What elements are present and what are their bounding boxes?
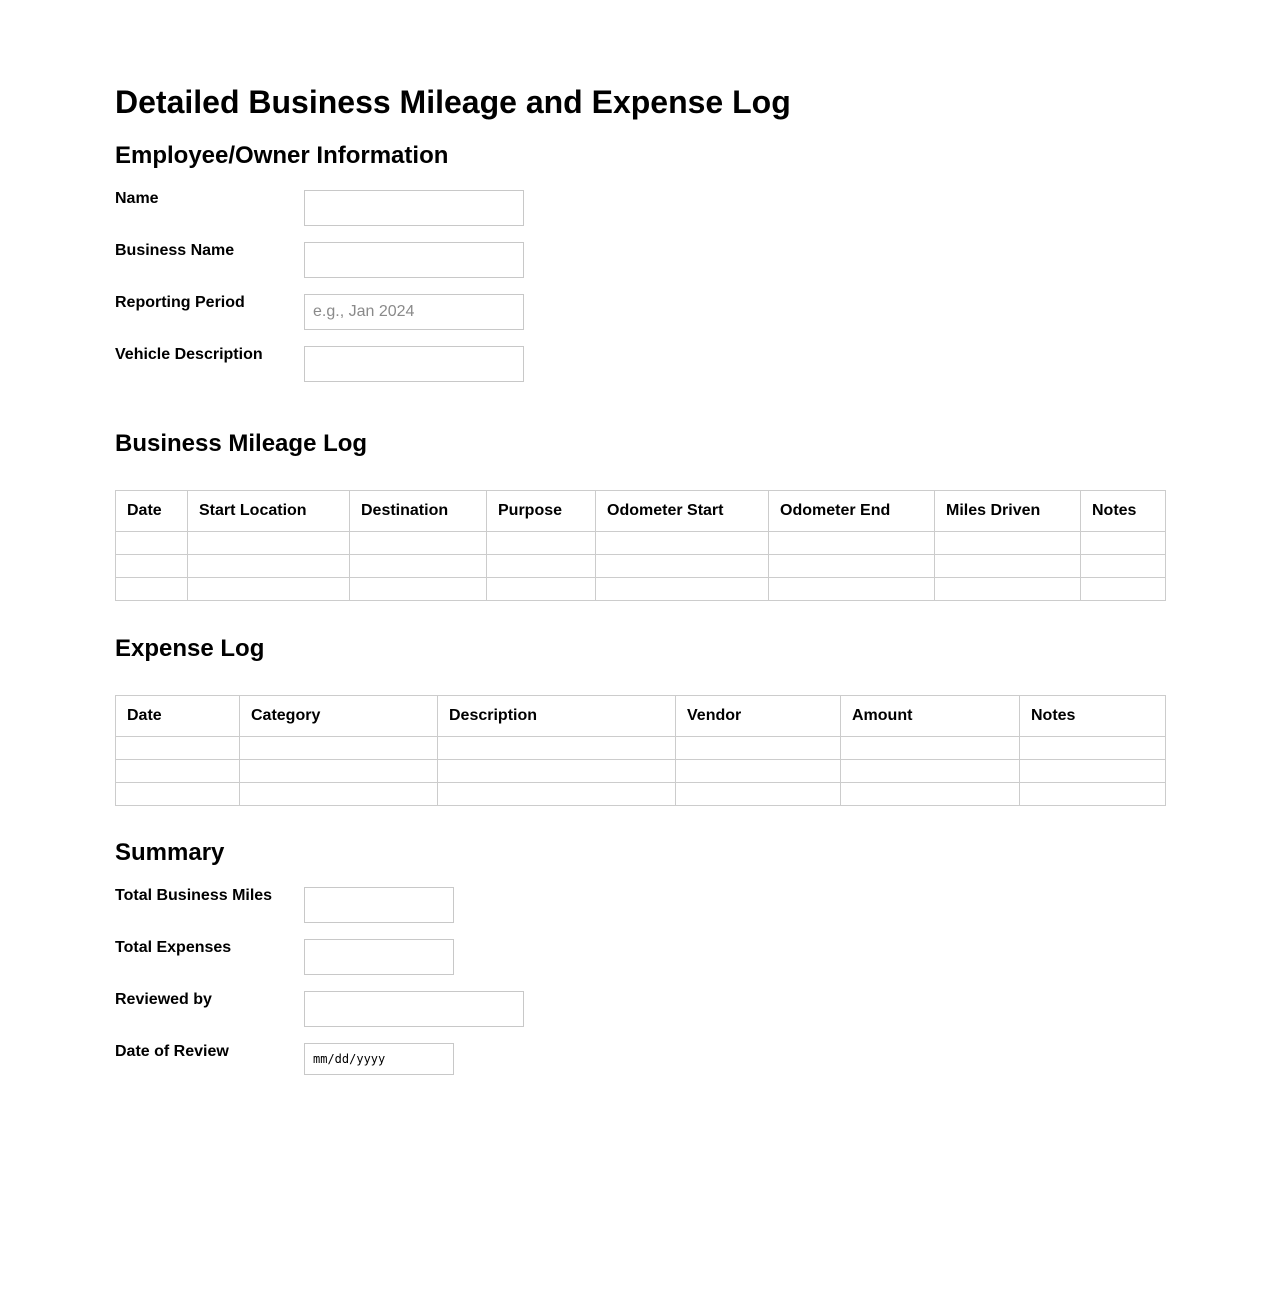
- mileage-table: [115, 490, 1166, 601]
- name-input[interactable]: [304, 190, 524, 226]
- mileage-col-notes: Notes: [1081, 491, 1166, 532]
- mileage-table-cell[interactable]: [487, 555, 596, 578]
- mileage-table-cell[interactable]: [596, 578, 769, 601]
- reviewed-by-row: [115, 991, 715, 1027]
- mileage-table-cell[interactable]: [769, 555, 935, 578]
- mileage-table-cell[interactable]: [116, 578, 188, 601]
- expense-table-cell[interactable]: [676, 737, 841, 760]
- expense-col-description: Description: [438, 696, 676, 737]
- employee-section-heading: Employee/Owner Information: [115, 142, 449, 169]
- expense-table-cell[interactable]: [676, 760, 841, 783]
- expense-table-row: [116, 760, 1166, 783]
- mileage-table-cell[interactable]: [935, 532, 1081, 555]
- expense-table-cell[interactable]: [841, 760, 1020, 783]
- business-name-row: [115, 242, 715, 278]
- expense-table-cell[interactable]: [841, 737, 1020, 760]
- total-expenses-label: Total Expenses: [115, 939, 232, 956]
- expense-table-row: [116, 737, 1166, 760]
- mileage-header-row: [116, 491, 1166, 532]
- mileage-table-cell[interactable]: [188, 578, 350, 601]
- business-name-label: Business Name: [115, 242, 235, 259]
- reporting-period-label: Reporting Period: [115, 294, 245, 311]
- mileage-table-cell[interactable]: [116, 532, 188, 555]
- mileage-table-cell[interactable]: [1081, 555, 1166, 578]
- business-name-input[interactable]: [304, 242, 524, 278]
- expense-header-row: [116, 696, 1166, 737]
- expense-table-cell[interactable]: [676, 783, 841, 806]
- mileage-col-purpose: Purpose: [487, 491, 596, 532]
- expense-col-category: Category: [240, 696, 438, 737]
- expense-table-cell[interactable]: [1020, 783, 1166, 806]
- total-miles-input[interactable]: [304, 887, 454, 923]
- expense-table-cell[interactable]: [1020, 737, 1166, 760]
- mileage-table-row: [116, 555, 1166, 578]
- mileage-table-cell[interactable]: [487, 532, 596, 555]
- expense-table-cell[interactable]: [240, 783, 438, 806]
- expense-table-cell[interactable]: [438, 760, 676, 783]
- expense-table-cell[interactable]: [438, 783, 676, 806]
- mileage-table-row: [116, 532, 1166, 555]
- expense-col-date: Date: [116, 696, 240, 737]
- mileage-table-cell[interactable]: [487, 578, 596, 601]
- expense-table-row: [116, 783, 1166, 806]
- total-miles-label: Total Business Miles: [115, 887, 273, 904]
- expense-table: [115, 695, 1166, 806]
- mileage-col-date: Date: [116, 491, 188, 532]
- mileage-table-cell[interactable]: [1081, 578, 1166, 601]
- mileage-table-body: [116, 532, 1166, 601]
- expense-table-cell[interactable]: [438, 737, 676, 760]
- date-of-review-row: [115, 1043, 715, 1079]
- date-of-review-input[interactable]: mm/dd/yyyy: [304, 1043, 454, 1075]
- vehicle-description-input[interactable]: [304, 346, 524, 382]
- expense-table-cell[interactable]: [841, 783, 1020, 806]
- total-expenses-row: [115, 939, 715, 975]
- expense-table-cell[interactable]: [116, 760, 240, 783]
- mileage-section-heading: Business Mileage Log: [115, 430, 368, 457]
- expense-table-cell[interactable]: [116, 783, 240, 806]
- expense-section-heading: Expense Log: [115, 635, 265, 662]
- vehicle-description-label: Vehicle Description: [115, 346, 263, 363]
- expense-col-vendor: Vendor: [676, 696, 841, 737]
- mileage-col-destination: Destination: [350, 491, 487, 532]
- total-miles-row: [115, 887, 715, 923]
- date-of-review-label: Date of Review: [115, 1043, 229, 1060]
- mileage-table-cell[interactable]: [350, 555, 487, 578]
- name-label: Name: [115, 190, 159, 207]
- mileage-table-cell[interactable]: [596, 555, 769, 578]
- reviewed-by-label: Reviewed by: [115, 991, 212, 1008]
- page-title: Detailed Business Mileage and Expense Log: [115, 84, 791, 120]
- reporting-period-row: [115, 294, 715, 330]
- mileage-col-odometer-start: Odometer Start: [596, 491, 769, 532]
- mileage-table-cell[interactable]: [116, 555, 188, 578]
- reviewed-by-input[interactable]: [304, 991, 524, 1027]
- expense-table-body: [116, 737, 1166, 806]
- mileage-table-cell[interactable]: [1081, 532, 1166, 555]
- mileage-table-cell[interactable]: [350, 578, 487, 601]
- mileage-table-cell[interactable]: [596, 532, 769, 555]
- mileage-table-cell[interactable]: [188, 532, 350, 555]
- vehicle-description-row: [115, 346, 715, 382]
- mileage-table-row: [116, 578, 1166, 601]
- mileage-table-cell[interactable]: [769, 532, 935, 555]
- expense-table-cell[interactable]: [1020, 760, 1166, 783]
- mileage-table-cell[interactable]: [350, 532, 487, 555]
- reporting-period-input[interactable]: [304, 294, 524, 330]
- mileage-table-cell[interactable]: [935, 578, 1081, 601]
- total-expenses-input[interactable]: [304, 939, 454, 975]
- summary-section-heading: Summary: [115, 839, 225, 866]
- expense-table-cell[interactable]: [240, 737, 438, 760]
- mileage-col-start-location: Start Location: [188, 491, 350, 532]
- expense-table-cell[interactable]: [240, 760, 438, 783]
- mileage-table-cell[interactable]: [935, 555, 1081, 578]
- mileage-table-cell[interactable]: [769, 578, 935, 601]
- expense-table-cell[interactable]: [116, 737, 240, 760]
- mileage-col-miles-driven: Miles Driven: [935, 491, 1081, 532]
- name-row: [115, 190, 715, 226]
- expense-col-notes: Notes: [1020, 696, 1166, 737]
- expense-col-amount: Amount: [841, 696, 1020, 737]
- mileage-col-odometer-end: Odometer End: [769, 491, 935, 532]
- mileage-table-cell[interactable]: [188, 555, 350, 578]
